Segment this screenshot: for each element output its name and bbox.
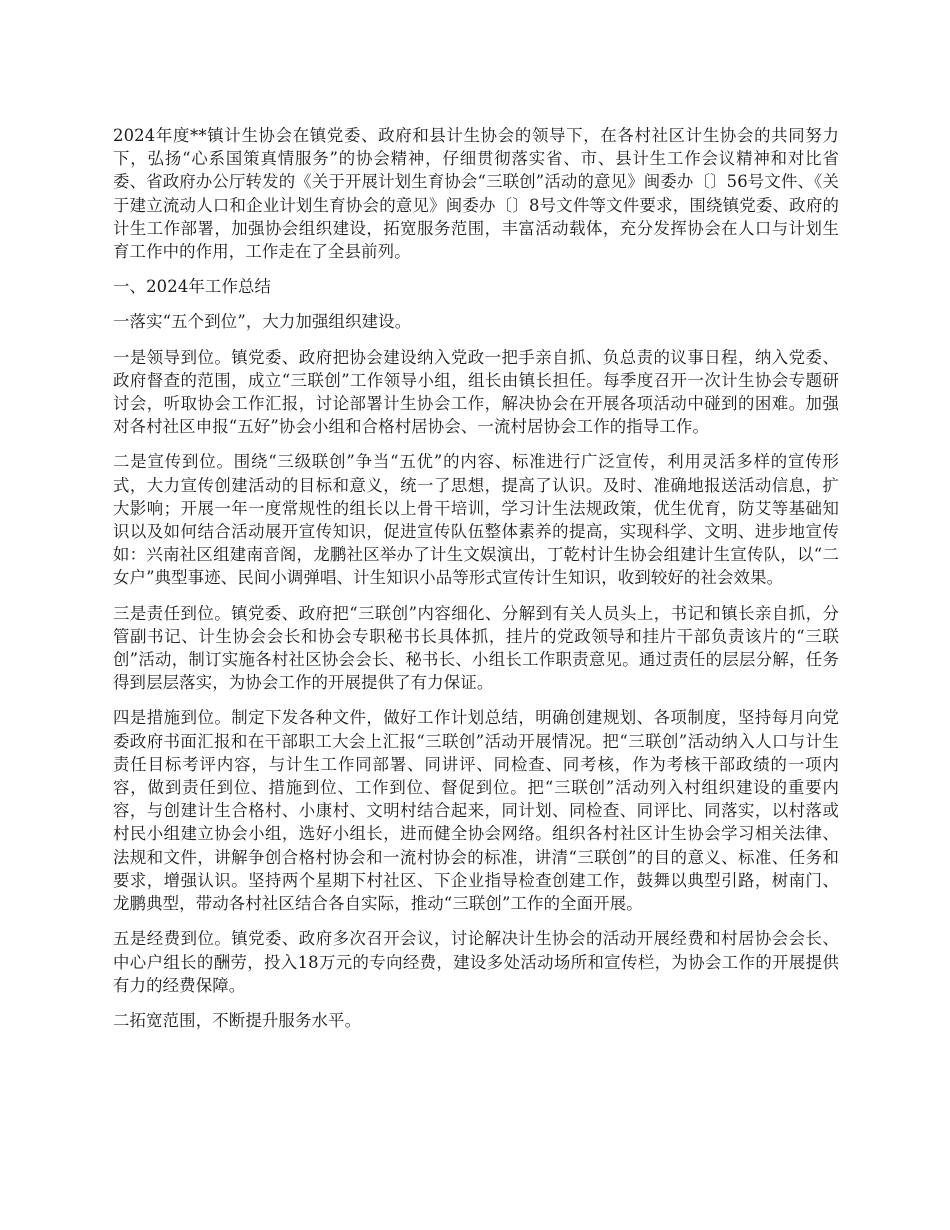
paragraph-measures: 四是措施到位。制定下发各种文件，做好工作计划总结，明确创建规划、各项制度，坚持每月向党委政府书面汇报和在干部职工大会上汇报“三联创”活动开展情况。把“三联创”活动纳入人口与计生责任目标考评内容，与计生工作同部署、同讲评、同检查、同考核，作为考核干部政绩的一项内容，做到责任到位、措施到位、工作到位、督促到位。把“三联创”活动列入村组织建设的重要内容，与创建计生合格村、小康村、文明村结合起来，同计划、同检查、同评比、同落实，以村落或村民小组建立协会小组，选好小组长，进而健全协会网络。组织各村社区计生协会学习相关法律、法规和文件，讲解争创合格村协会和一流村协会的标准，讲清“三联创”的目的意义、标准、任务和要求，增强认识。坚持两个星期下村社区、下企业指导检查创建工作，鼓舞以典型引路，树南门、龙鹏典型，带动各村社区结合各自实际，推动“三联创”工作的全面开展。: [113, 708, 839, 914]
paragraph-leadership: 一是领导到位。镇党委、政府把协会建设纳入党政一把手亲自抓、负总责的议事日程，纳入党委、政府督查的范围，成立“三联创”工作领导小组，组长由镇长担任。每季度召开一次计生协会专题研讨会，听取协会工作汇报，讨论部署计生协会工作，解决协会在开展各项活动中碰到的困难。加强对各村社区申报“五好”协会小组和合格村居协会、一流村居协会工作的指导工作。: [113, 347, 839, 437]
paragraph-publicity: 二是宣传到位。围绕“三级联创”争当“五优”的内容、标准进行广泛宣传，利用灵活多样的宣传形式，大力宣传创建活动的目标和意义，统一了思想，提高了认识。及时、准确地报送活动信息，扩大影响；开展一年一度常规性的组长以上骨干培训，学习计生法规政策，优生优育，防艾等基础知识以及如何结合活动展开宣传知识，促进宣传队伍整体素养的提高，实现科学、文明、进步地宣传如：兴南社区组建南音阁，龙鹏社区举办了计生文娱演出，丁乾村计生协会组建计生宣传队，以“二女户”典型事迹、民间小调弹唱、计生知识小品等形式宣传计生知识，收到较好的社会效果。: [113, 452, 839, 588]
subheading-expand-scope: 二拓宽范围，不断提升服务水平。: [113, 1010, 362, 1030]
paragraph-responsibility: 三是责任到位。镇党委、政府把“三联创”内容细化、分解到有关人员头上，书记和镇长亲自抓，分管副书记、计生协会会长和协会专职秘书长具体抓，挂片的党政领导和挂片干部负责该片的“三联创”活动，制订实施各村社区协会会长、秘书长、小组长工作职责意见。通过责任的层层分解，任务得到层层落实，为协会工作的开展提供了有力保证。: [113, 603, 839, 693]
section-heading-2024-summary: 一、2024年工作总结: [113, 277, 272, 297]
paragraph-funding: 五是经费到位。镇党委、政府多次召开会议，讨论解决计生协会的活动开展经费和村居协会会长、中心户组长的酬劳，投入18万元的专向经费，建设多处活动场所和宣传栏，为协会工作的开展提供有力的经费保障。: [113, 929, 839, 995]
intro-paragraph: 2024年度**镇计生协会在镇党委、政府和县计生协会的领导下，在各村社区计生协会的共同努力下，弘扬“心系国策真情服务”的协会精神，仔细贯彻落实省、市、县计生工作会议精神和对比省委、省政府办公厅转发的《关于开展计划生育协会“三联创”活动的意见》闽委办〔〕56号文件、《关于建立流动人口和企业计划生育协会的意见》闽委办〔〕8号文件等文件要求，围绕镇党委、政府的计生工作部署，加强协会组织建设，拓宽服务范围，丰富活动载体，充分发挥协会在人口与计划生育工作中的作用，工作走在了全县前列。: [113, 126, 839, 262]
document-body: [113, 124, 839, 1044]
subheading-five-in-place: 一落实“五个到位”，大力加强组织建设。: [113, 312, 412, 332]
